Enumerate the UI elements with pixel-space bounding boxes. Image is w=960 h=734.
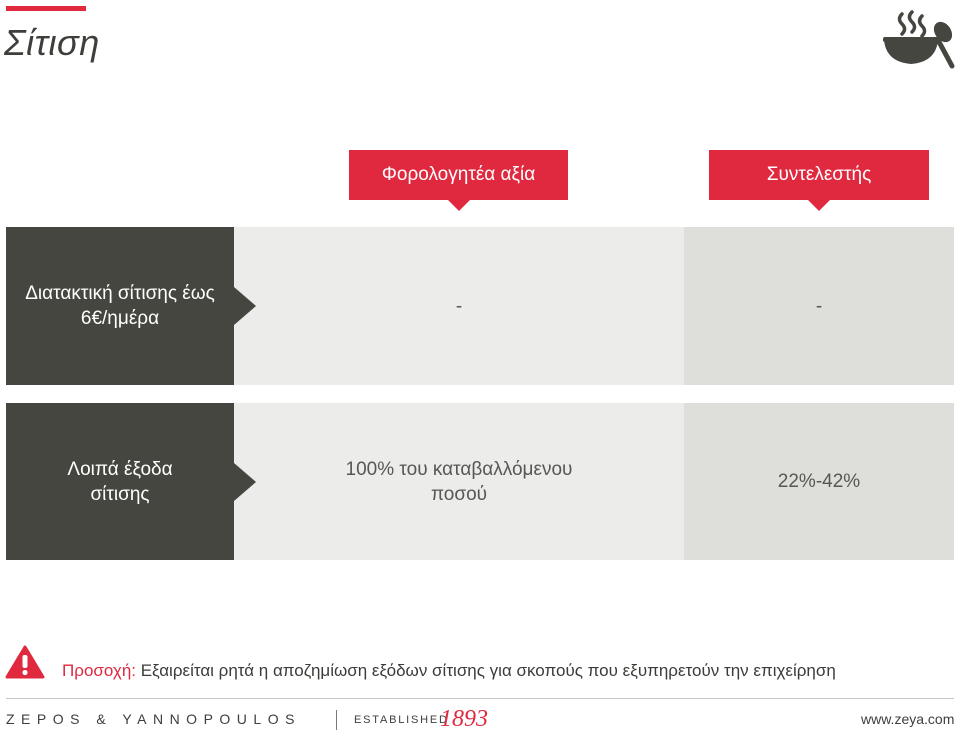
rate-text: - [815, 295, 823, 317]
header-rate: Συντελεστής [709, 150, 929, 200]
title-accent-bar [6, 6, 86, 11]
page-title: Σίτιση [4, 22, 100, 63]
row-label [6, 403, 234, 560]
rate-cell [684, 403, 954, 560]
row-label [6, 227, 234, 385]
rate-cell [684, 227, 954, 385]
established-label: ESTABLISHED [354, 714, 449, 726]
header-taxable-value: Φορολογητέα αξία [349, 150, 568, 200]
rate-text: 22%-42% [777, 471, 861, 492]
warning-text: Εξαιρείται ρητά η αποζημίωση εξόδων σίτισης για σκοπούς που εξυπηρετούν την επιχείρηση [136, 661, 836, 680]
warning-label: Προσοχή: [62, 661, 136, 680]
brand-separator [336, 710, 337, 730]
taxable-value-text: - [455, 295, 463, 317]
established-year: 1893 [440, 706, 488, 732]
row-label-text: Λοιπά έξοδα σίτισης [67, 458, 173, 505]
taxable-value-text: 100% του καταβαλλόμενου ποσού [345, 458, 573, 505]
taxable-value-cell [234, 403, 684, 560]
soup-bowl-spoon-icon [880, 10, 956, 70]
table-row [6, 403, 954, 560]
table-row [6, 227, 954, 385]
taxable-value-cell [234, 227, 684, 385]
website-url: www.zeya.com [861, 711, 955, 727]
footer-divider [6, 698, 954, 699]
warning-note [62, 661, 836, 681]
row-label-text: Διατακτική σίτισης έως 6€/ημέρα [25, 283, 215, 329]
exclamation-triangle-icon [5, 645, 45, 679]
brand-name: ZEPOS & YANNOPOULOS [6, 711, 301, 727]
